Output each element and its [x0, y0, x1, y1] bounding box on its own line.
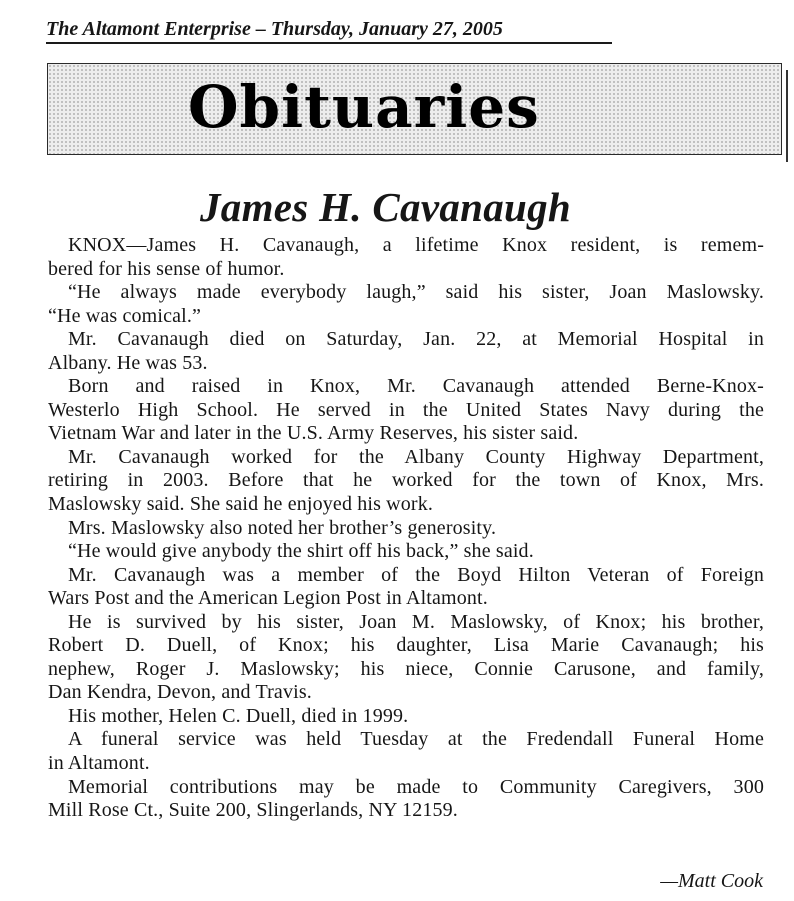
dateline: The Altamont Enterprise – Thursday, January 27, 2005 — [46, 18, 503, 40]
body-line: Mill Rose Ct., Suite 200, Slingerlands, NY 12159. — [48, 799, 458, 822]
body-line: Vietnam War and later in the U.S. Army Reserves, his sister said. — [48, 422, 579, 445]
body-line: in Altamont. — [48, 752, 150, 775]
body-line: Albany. He was 53. — [48, 351, 208, 374]
body-line: “He would give anybody the shirt off his back,” she said. — [68, 540, 534, 563]
body-line: retiring in 2003. Before that he worked for the town of Knox, Mrs. — [48, 469, 764, 492]
body-line: “He was comical.” — [48, 304, 202, 327]
body-line: He is survived by his sister, Joan M. Maslowsky, of Knox; his brother, — [68, 610, 764, 633]
body-line: Wars Post and the American Legion Post in Altamont. — [48, 587, 488, 610]
body-line: Dan Kendra, Devon, and Travis. — [48, 681, 312, 704]
body-line: “He always made everybody laugh,” said his sister, Joan Maslowsky. — [68, 281, 764, 304]
body-line: Born and raised in Knox, Mr. Cavanaugh attended Berne-Knox- — [68, 375, 764, 398]
column-edge-rule — [786, 70, 788, 162]
obituary-headline: James H. Cavanaugh — [200, 184, 572, 230]
body-line: Mr. Cavanaugh worked for the Albany County Highway Department, — [68, 445, 764, 468]
byline: —Matt Cook — [660, 870, 763, 892]
body-line: Mr. Cavanaugh died on Saturday, Jan. 22, at Memorial Hospital in — [68, 328, 764, 351]
obituary-body — [48, 234, 764, 823]
body-line: bered for his sense of humor. — [48, 257, 285, 280]
section-banner — [47, 63, 782, 155]
body-line: Maslowsky said. She said he enjoyed his work. — [48, 493, 434, 516]
body-line: Robert D. Duell, of Knox; his daughter, Lisa Marie Cavanaugh; his — [48, 634, 764, 657]
dateline-rule — [46, 42, 612, 44]
body-line: KNOX—James H. Cavanaugh, a lifetime Knox resident, is remem- — [68, 234, 764, 256]
body-line: nephew, Roger J. Maslowsky; his niece, Connie Carusone, and family, — [48, 657, 764, 680]
body-line: Mrs. Maslowsky also noted her brother’s generosity. — [68, 516, 497, 539]
body-line: A funeral service was held Tuesday at the Fredendall Funeral Home — [68, 728, 764, 751]
body-line: Westerlo High School. He served in the United States Navy during the — [48, 398, 764, 421]
body-line: Memorial contributions may be made to Community Caregivers, 300 — [68, 775, 764, 798]
body-line: Mr. Cavanaugh was a member of the Boyd Hilton Veteran of Foreign — [68, 563, 764, 586]
body-line: His mother, Helen C. Duell, died in 1999. — [68, 704, 409, 727]
section-title: Obituaries — [188, 73, 540, 141]
